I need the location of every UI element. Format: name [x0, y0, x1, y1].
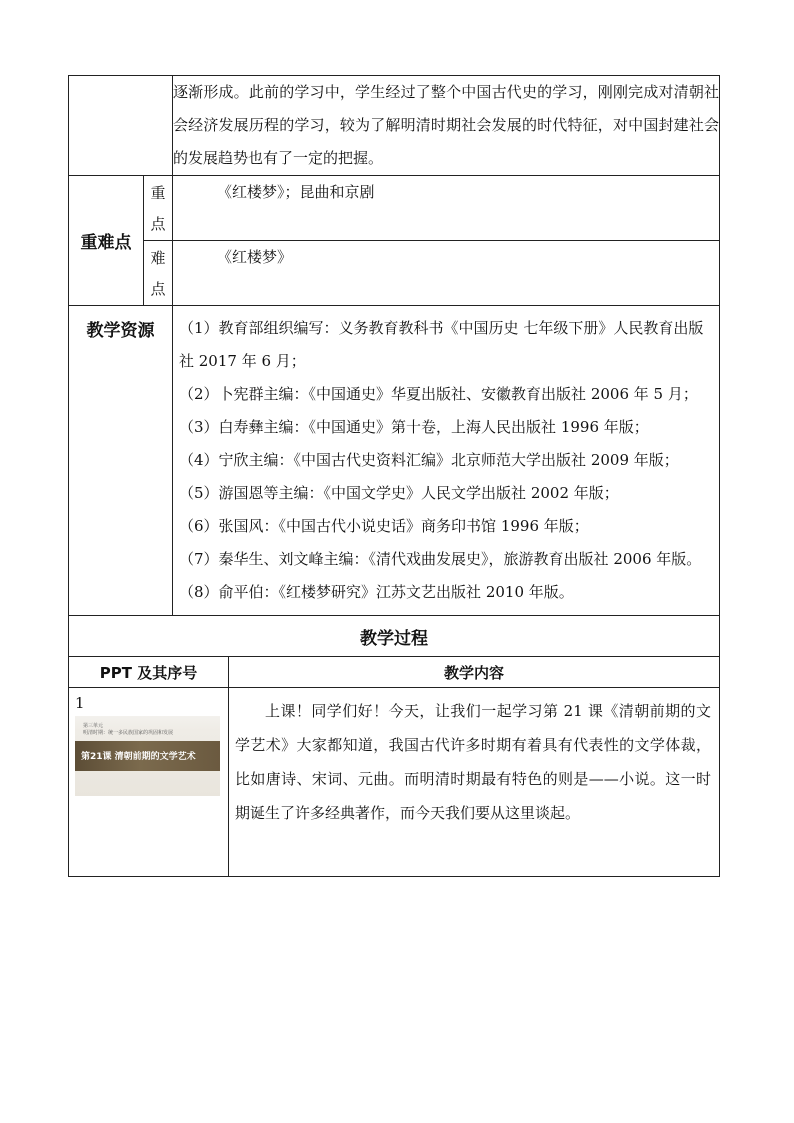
- key-point-value: 《红楼梦》；昆曲和京剧: [173, 176, 720, 241]
- slide-subtitle-text: 明清时期：统一多民族国家的巩固和发展: [83, 730, 174, 736]
- resource-item: （3）白寿彝主编：《中国通史》第十卷，上海人民出版社 1996 年版；: [179, 418, 649, 436]
- content-column-header: 教学内容: [229, 657, 720, 688]
- key-point-label: [144, 176, 173, 241]
- lesson-plan-page: [68, 75, 719, 877]
- resource-item: （7）秦华生、刘文峰主编：《清代戏曲发展史》，旅游教育出版社 2006 年版。: [179, 550, 702, 568]
- intro-row: [69, 76, 720, 176]
- lesson-plan-table: [68, 75, 720, 877]
- slide-unit-text: 第三单元: [83, 723, 104, 729]
- intro-cell: [173, 76, 720, 176]
- key-point-row: [69, 176, 720, 241]
- slide-number: 1: [75, 694, 85, 712]
- intro-label-cell: [69, 76, 173, 176]
- resource-item: （6）张国风：《中国古代小说史话》商务印书馆 1996 年版；: [179, 517, 589, 535]
- resource-item: （2）卜宪群主编：《中国通史》华夏出版社、安徽教育出版社 2006 年 5 月；: [179, 385, 698, 403]
- difficult-point-value: 《红楼梦》: [173, 241, 720, 306]
- resource-item: （5）游国恩等主编：《中国文学史》人民文学出版社 2002 年版；: [179, 484, 619, 502]
- process-title: 教学过程: [69, 616, 720, 657]
- resources-cell: [173, 306, 720, 616]
- lesson-content-text: 上课！同学们好！今天，让我们一起学习第 21 课《清朝前期的文学艺术》大家都知道，我国古代许多时期有着具有代表性的文学体裁，比如唐诗、宋词、元曲。而明清时期最有特色的则是——小说。这一时期诞生了许多经典著作，而今天我们要从这里谈起。: [235, 702, 712, 822]
- resource-item: （8）俞平伯：《红楼梦研究》江苏文艺出版社 2010 年版。: [179, 583, 574, 601]
- difficult-point-row: [69, 241, 720, 306]
- resources-label: 教学资源: [69, 306, 173, 616]
- difficult-point-label: [144, 241, 173, 306]
- slide-thumbnail: [75, 716, 220, 796]
- process-title-row: [69, 616, 720, 657]
- process-row: [69, 688, 720, 877]
- resource-item: （4）宁欣主编：《中国古代史资料汇编》北京师范大学出版社 2009 年版；: [179, 451, 679, 469]
- difficult-point-label-text: 难点: [150, 249, 166, 298]
- key-point-label-text: 重点: [150, 184, 166, 233]
- intro-paragraph: 逐渐形成。此前的学习中，学生经过了整个中国古代史的学习，刚刚完成对清朝社会经济发展历程的学习，较为了解明清时期社会发展的时代特征，对中国封建社会的发展趋势也有了一定的把握。: [173, 83, 720, 167]
- ppt-cell: [69, 688, 229, 877]
- slide-title-band: [75, 741, 220, 771]
- resource-item: （1）教育部组织编写：义务教育教科书《中国历史 七年级下册》人民教育出版社 2017 年 6 月；: [179, 319, 704, 370]
- resources-row: [69, 306, 720, 616]
- slide-title-text: 第21课 清朝前期的文学艺术: [81, 752, 196, 762]
- ppt-column-header: PPT 及其序号: [69, 657, 229, 688]
- key-difficult-label: 重难点: [69, 176, 144, 306]
- process-header-row: [69, 657, 720, 688]
- content-cell: [229, 688, 720, 877]
